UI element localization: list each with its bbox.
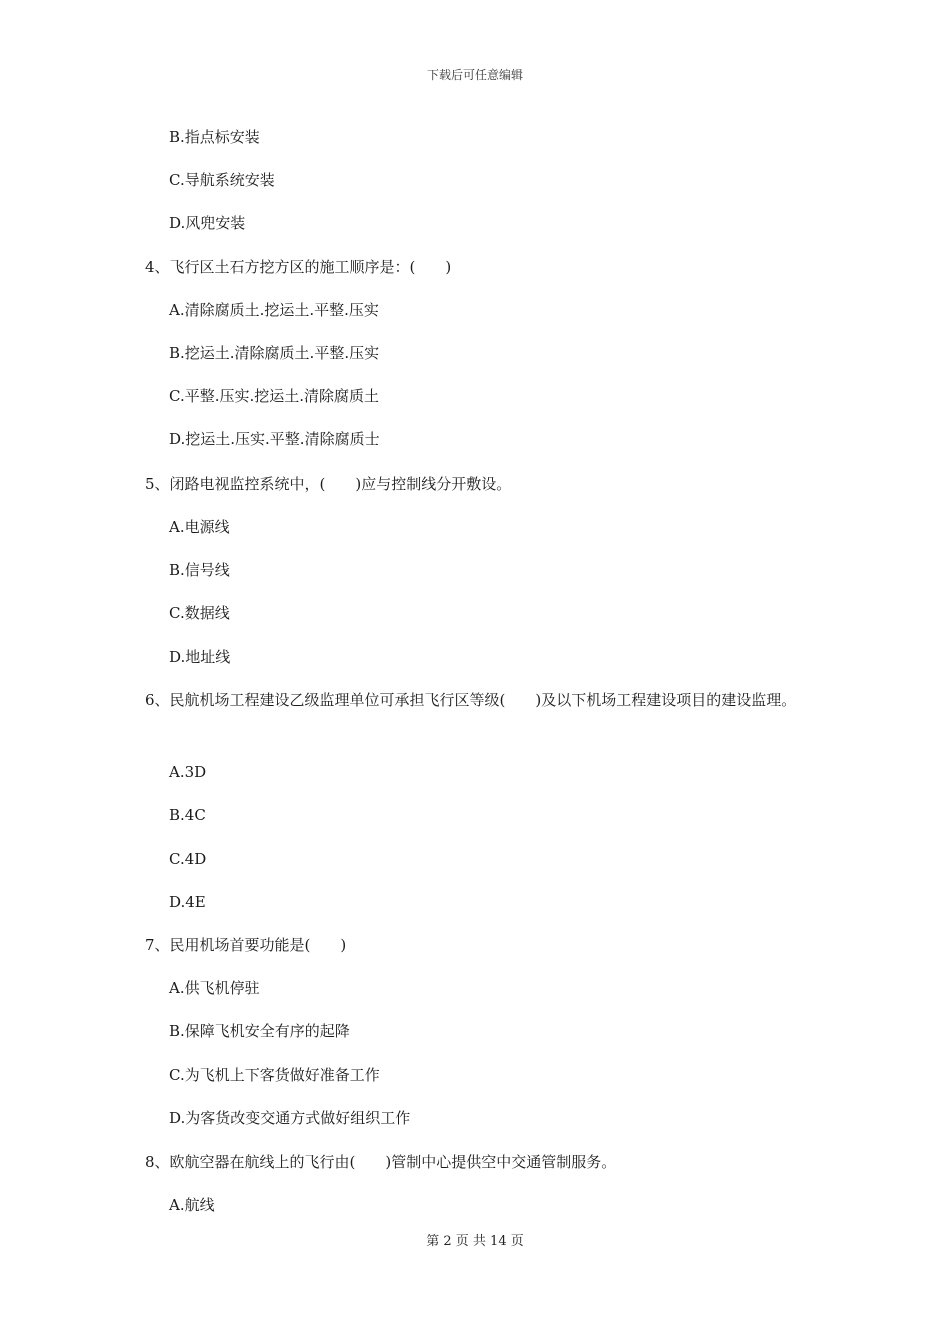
option-5a: A.电源线 [169,518,230,536]
option-4b: B.挖运土.清除腐质土.平整.压实 [169,344,380,362]
option-8a: A.航线 [169,1196,215,1214]
option-7c: C.为飞机上下客货做好准备工作 [169,1066,380,1084]
option-3d: D.风兜安装 [169,214,246,232]
option-4c: C.平整.压实.挖运土.清除腐质土 [169,387,380,405]
option-6d: D.4E [169,893,206,911]
option-5c: C.数据线 [169,604,230,622]
option-5b: B.信号线 [169,561,230,579]
option-3b: B.指点标安装 [169,128,260,146]
question-5: 5、闭路电视监控系统中，( )应与控制线分开敷设。 [145,475,512,493]
page-header: 下载后可任意编辑 [426,68,523,82]
option-6b: B.4C [169,806,206,824]
question-7: 7、民用机场首要功能是( ) [145,936,347,954]
option-5d: D.地址线 [169,648,231,666]
option-7a: A.供飞机停驻 [169,979,260,997]
page-footer: 第 2 页 共 14 页 [426,1234,524,1249]
option-4d: D.挖运土.压实.平整.清除腐质士 [169,430,380,448]
question-4: 4、飞行区土石方挖方区的施工顺序是：( ) [145,258,452,276]
question-6: 6、民航机场工程建设乙级监理单位可承担飞行区等级( )及以下机场工程建设项目的建设监理。 [145,691,797,709]
option-6a: A.3D [169,763,207,781]
option-7b: B.保障飞机安全有序的起降 [169,1022,350,1040]
question-8: 8、欧航空器在航线上的飞行由( )管制中心提供空中交通管制服务。 [145,1153,617,1171]
option-7d: D.为客货改变交通方式做好组织工作 [169,1109,411,1127]
option-4a: A.清除腐质土.挖运土.平整.压实 [169,301,379,319]
option-6c: C.4D [169,850,207,868]
option-3c: C.导航系统安装 [169,171,275,189]
